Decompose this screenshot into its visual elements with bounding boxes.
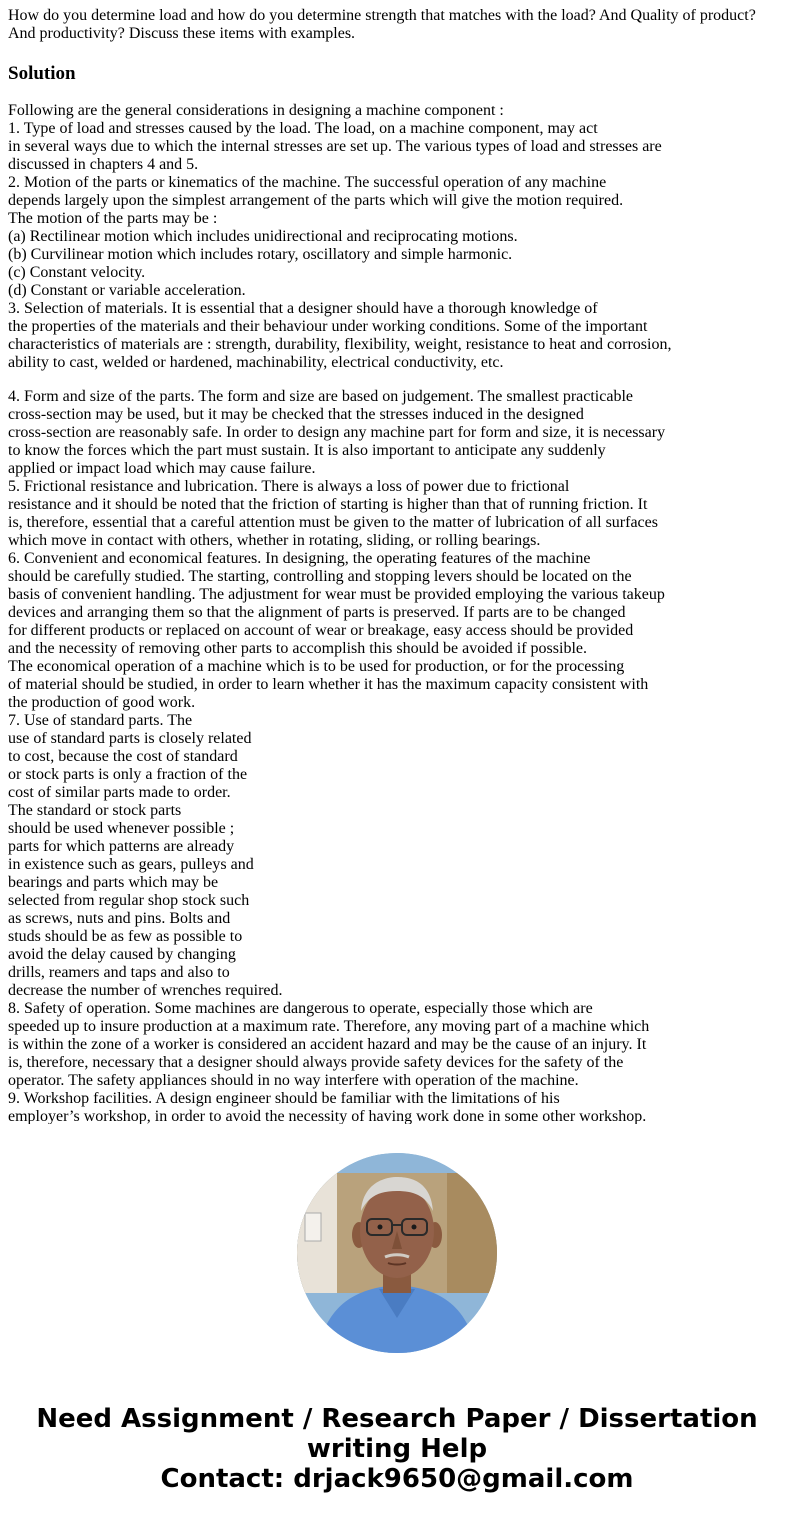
text-line: (b) Curvilinear motion which includes rotary, oscillatory and simple harmonic.: [8, 246, 513, 263]
promo-line-2: writing Help: [306, 1434, 488, 1464]
solution-paragraph-1: [8, 102, 788, 372]
text-line: devices and arranging them so that the alignment of parts is preserved. If parts are to be changed: [8, 604, 626, 621]
solution-heading: Solution: [8, 63, 76, 84]
paragraph-spacer: [8, 372, 788, 388]
text-line: 7. Use of standard parts. The: [8, 712, 193, 729]
question-line: And productivity? Discuss these items with examples.: [8, 25, 356, 42]
text-line: (a) Rectilinear motion which includes unidirectional and reciprocating motions.: [8, 228, 518, 245]
text-line: of material should be studied, in order to learn whether it has the maximum capacity consistent with: [8, 676, 649, 693]
text-line: in several ways due to which the internal stresses are set up. The various types of load and stresses are: [8, 138, 662, 155]
question-line: How do you determine load and how do you determine strength that matches with the load? And Quality of product?: [8, 7, 756, 24]
text-line: 8. Safety of operation. Some machines are dangerous to operate, especially those which are: [8, 1000, 593, 1017]
text-line: 6. Convenient and economical features. In designing, the operating features of the machine: [8, 550, 591, 567]
text-line: cross-section may be used, but it may be checked that the stresses induced in the designed: [8, 406, 584, 423]
text-line: 1. Type of load and stresses caused by the load. The load, on a machine component, may act: [8, 120, 598, 137]
text-line: cross-section are reasonably safe. In order to design any machine part for form and size, it is necessary: [8, 424, 666, 441]
question-text: [8, 7, 788, 43]
text-line: applied or impact load which may cause failure.: [8, 460, 316, 477]
text-line: (c) Constant velocity.: [8, 264, 146, 281]
text-line: The economical operation of a machine which is to be used for production, or for the processing: [8, 658, 625, 675]
text-line: 9. Workshop facilities. A design engineer should be familiar with the limitations of his: [8, 1090, 560, 1107]
solution-paragraph-2: [8, 388, 788, 1124]
text-line: depends largely upon the simplest arrangement of the parts which will give the motion required.: [8, 192, 624, 209]
text-line: characteristics of materials are : strength, durability, flexibility, weight, resistance to heat and corrosion,: [8, 336, 672, 353]
promo-line-1: Need Assignment / Research Paper / Dissertation: [36, 1404, 758, 1434]
text-line: to cost, because the cost of standard: [8, 748, 238, 765]
text-line: bearings and parts which may be: [8, 874, 219, 891]
text-line: decrease the number of wrenches required.: [8, 982, 283, 999]
contact-email: Contact: drjack9650@gmail.com: [160, 1464, 634, 1494]
text-line: Following are the general considerations in designing a machine component :: [8, 102, 504, 119]
text-line: 2. Motion of the parts or kinematics of the machine. The successful operation of any machine: [8, 174, 607, 191]
text-line: the properties of the materials and their behaviour under working conditions. Some of the important: [8, 318, 648, 335]
text-line: drills, reamers and taps and also to: [8, 964, 230, 981]
text-line: is, therefore, necessary that a designer should always provide safety devices for the safety of the: [8, 1054, 624, 1071]
text-line: The standard or stock parts: [8, 802, 182, 819]
text-line: in existence such as gears, pulleys and: [8, 856, 254, 873]
text-line: speeded up to insure production at a maximum rate. Therefore, any moving part of a machine which: [8, 1018, 650, 1035]
text-line: should be used whenever possible ;: [8, 820, 235, 837]
text-line: cost of similar parts made to order.: [8, 784, 231, 801]
author-photo-image: [297, 1153, 497, 1353]
text-line: (d) Constant or variable acceleration.: [8, 282, 246, 299]
text-line: or stock parts is only a fraction of the: [8, 766, 248, 783]
text-line: ability to cast, welded or hardened, machinability, electrical conductivity, etc.: [8, 354, 504, 371]
text-line: should be carefully studied. The starting, controlling and stopping levers should be located on the: [8, 568, 632, 585]
author-photo: [297, 1153, 497, 1353]
text-line: 4. Form and size of the parts. The form and size are based on judgement. The smallest practicable: [8, 388, 633, 405]
text-line: the production of good work.: [8, 694, 196, 711]
text-line: employer’s workshop, in order to avoid the necessity of having work done in some other workshop.: [8, 1108, 647, 1124]
text-line: for different products or replaced on account of wear or breakage, easy access should be provided: [8, 622, 634, 639]
text-line: is within the zone of a worker is considered an accident hazard and may be the cause of an injury. It: [8, 1036, 647, 1053]
text-line: basis of convenient handling. The adjustment for wear must be provided employing the various takeup: [8, 586, 665, 603]
text-line: 5. Frictional resistance and lubrication. There is always a loss of power due to frictional: [8, 478, 570, 495]
text-line: discussed in chapters 4 and 5.: [8, 156, 199, 173]
text-line: avoid the delay caused by changing: [8, 946, 236, 963]
text-line: parts for which patterns are already: [8, 838, 235, 855]
text-line: is, therefore, essential that a careful attention must be given to the matter of lubrication of all surfaces: [8, 514, 658, 531]
solution-content: [8, 102, 788, 1124]
text-line: to know the forces which the part must sustain. It is also important to anticipate any suddenly: [8, 442, 606, 459]
text-line: as screws, nuts and pins. Bolts and: [8, 910, 231, 927]
text-line: The motion of the parts may be :: [8, 210, 218, 227]
text-line: resistance and it should be noted that the friction of starting is higher than that of running friction. It: [8, 496, 648, 513]
text-line: use of standard parts is closely related: [8, 730, 252, 747]
text-line: which move in contact with others, whether in rotating, sliding, or rolling bearings.: [8, 532, 541, 549]
text-line: selected from regular shop stock such: [8, 892, 250, 909]
text-line: 3. Selection of materials. It is essential that a designer should have a thorough knowledge of: [8, 300, 598, 317]
promo-footer: [0, 1404, 794, 1494]
text-line: operator. The safety appliances should in no way interfere with operation of the machine.: [8, 1072, 579, 1089]
text-line: and the necessity of removing other parts to accomplish this should be avoided if possible.: [8, 640, 587, 657]
text-line: studs should be as few as possible to: [8, 928, 243, 945]
